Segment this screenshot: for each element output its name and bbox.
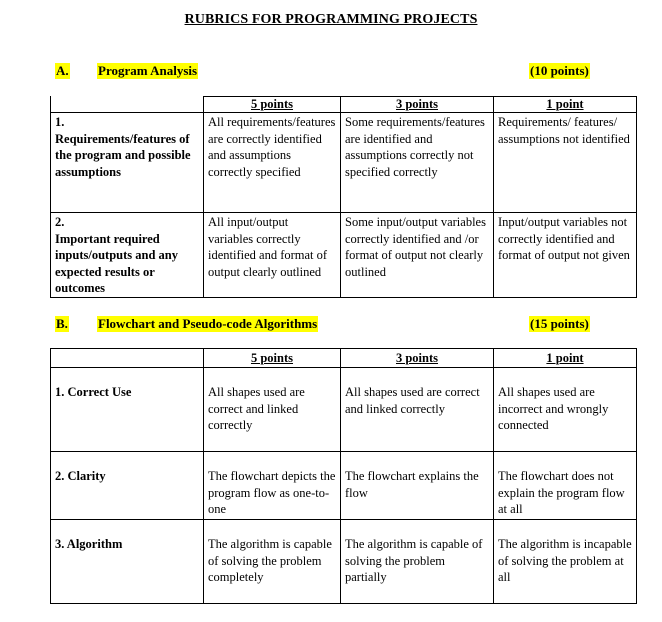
header-3-points: 3 points [341,97,494,113]
criterion-text: Requirements/features of the program and possible assumptions [55,131,191,179]
section-b-letter: B. [56,316,68,331]
cell-1-point: The flowchart does not explain the program flow at all [494,452,637,520]
header-5-points: 5 points [204,349,341,368]
cell-3-points: All shapes used are correct and linked correctly [341,368,494,452]
header-1-point: 1 point [494,97,637,113]
blank-header-cell [51,349,204,368]
cell-1-point: Requirements/ features/ assumptions not identified [494,113,637,213]
criterion-cell: 3. Algorithm [51,520,204,604]
cell-5-points: All input/output variables correctly identified and format of output clearly outlined [204,213,341,298]
cell-3-points: Some requirements/features are identified and assumptions correctly not specified correctly [341,113,494,213]
cell-1-point: The algorithm is incapable of solving the problem at all [494,520,637,604]
table-row [51,452,637,520]
cell-5-points: The flowchart depicts the program flow as one-to-one [204,452,341,520]
cell-5-points: The algorithm is capable of solving the problem completely [204,520,341,604]
table-row [51,213,637,298]
header-1-point: 1 point [494,349,637,368]
section-a-points: (10 points) [530,63,589,78]
table-header-row [51,349,637,368]
section-a-table [50,96,637,298]
table-row [51,113,637,213]
cell-5-points: All requirements/features are correctly identified and assumptions correctly specified [204,113,341,213]
document-title: RUBRICS FOR PROGRAMMING PROJECTS [184,12,478,27]
blank-header-cell [51,97,204,113]
section-b-table [50,348,637,604]
section-a-title: Program Analysis [98,63,198,78]
criterion-text: Important required inputs/outputs and any expected results or outcomes [55,231,178,295]
section-a-letter: A. [56,63,69,78]
criterion-number: 2. [55,215,65,229]
criterion-number: 1. [55,115,65,129]
section-b-points: (15 points) [530,316,589,331]
criterion-cell: 2. Clarity [51,452,204,520]
header-5-points: 5 points [204,97,341,113]
cell-1-point: Input/output variables not correctly identified and format of output not given [494,213,637,298]
criterion-cell [51,113,204,213]
cell-1-point: All shapes used are incorrect and wrongly connected [494,368,637,452]
table-row [51,520,637,604]
cell-5-points: All shapes used are correct and linked correctly [204,368,341,452]
cell-3-points: The flowchart explains the flow [341,452,494,520]
criterion-cell [51,213,204,298]
criterion-cell: 1. Correct Use [51,368,204,452]
cell-3-points: Some input/output variables correctly identified and /or format of output not clearly outlined [341,213,494,298]
cell-3-points: The algorithm is capable of solving the problem partially [341,520,494,604]
section-b-title: Flowchart and Pseudo-code Algorithms [98,316,318,331]
table-row [51,368,637,452]
header-3-points: 3 points [341,349,494,368]
table-header-row [51,97,637,113]
